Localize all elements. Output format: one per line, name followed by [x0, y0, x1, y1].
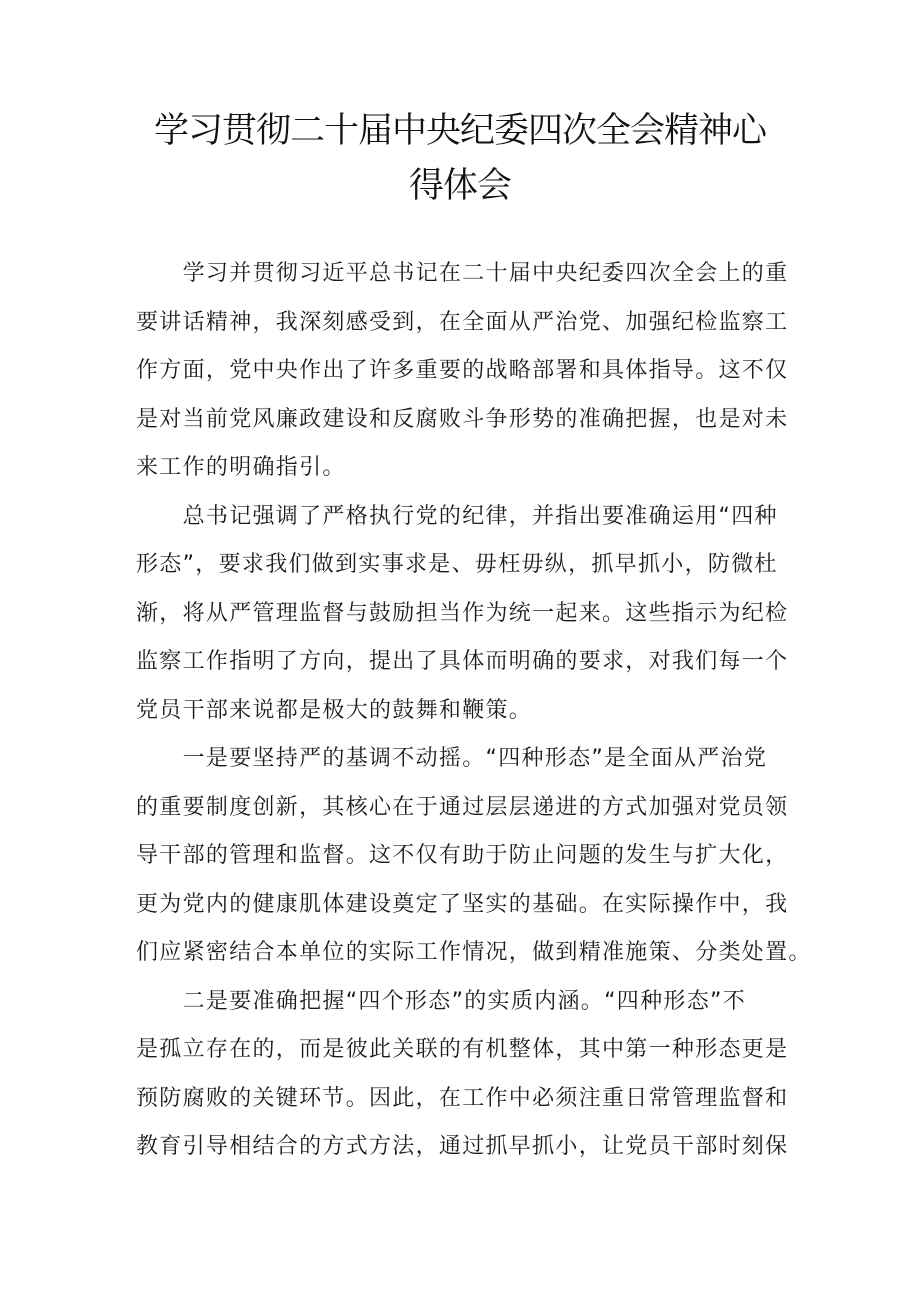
document-body [136, 250, 812, 1172]
text-line: 的重要制度创新，其核心在于通过层层递进的方式加强对党员领 [136, 794, 789, 820]
text-line: 来工作的明确指引。 [136, 455, 346, 480]
text-line: 学习并贯彻习近平总书记在二十届中央纪委四次全会上的重 [136, 261, 789, 286]
text-line: 们应紧密结合本单位的实际工作情况，做到精准施策、分类处置。 [136, 940, 812, 965]
paragraph-4 [136, 978, 789, 1172]
document-title [150, 104, 770, 214]
text-line: 是孤立存在的，而是彼此关联的有机整体，其中第一种形态更是 [136, 1037, 789, 1062]
paragraph-2 [136, 493, 789, 736]
text-line: 形态”，要求我们做到实事求是、毋枉毋纵，抓早抓小，防微杜 [136, 552, 778, 577]
text-line: 更为党内的健康肌体建设奠定了坚实的基础。在实际操作中，我 [136, 891, 789, 917]
paragraph-1 [136, 250, 789, 493]
text-line: 渐，将从严管理监督与鼓励担当作为统一起来。这些指示为纪检 [136, 600, 789, 626]
text-line: 二是要准确把握“四个形态”的实质内涵。“四种形态”不 [136, 988, 746, 1014]
text-line: 总书记强调了严格执行党的纪律，并指出要准确运用“四种 [136, 503, 778, 529]
text-line: 党员干部来说都是极大的鼓舞和鞭策。 [136, 697, 533, 723]
paragraph-3 [136, 735, 812, 978]
text-line: 要讲话精神，我深刻感受到，在全面从严治党、加强纪检监察工 [136, 309, 789, 335]
title-line: 学习贯彻二十届中央纪委四次全会精神心 [153, 111, 766, 151]
text-line: 预防腐败的关键环节。因此，在工作中必须注重日常管理监督和 [136, 1085, 789, 1111]
text-line: 导干部的管理和监督。这不仅有助于防止问题的发生与扩大化， [136, 843, 789, 868]
title-line: 得体会 [408, 166, 511, 206]
text-line: 监察工作指明了方向，提出了具体而明确的要求，对我们每一个 [136, 649, 789, 674]
text-line: 是对当前党风廉政建设和反腐败斗争形势的准确把握，也是对未 [136, 406, 789, 432]
text-line: 作方面，党中央作出了许多重要的战略部署和具体指导。这不仅 [136, 358, 789, 383]
text-line: 一是要坚持严的基调不动摇。“四种形态”是全面从严治党 [136, 746, 768, 771]
text-line: 教育引导相结合的方式方法，通过抓早抓小，让党员干部时刻保 [136, 1134, 789, 1159]
